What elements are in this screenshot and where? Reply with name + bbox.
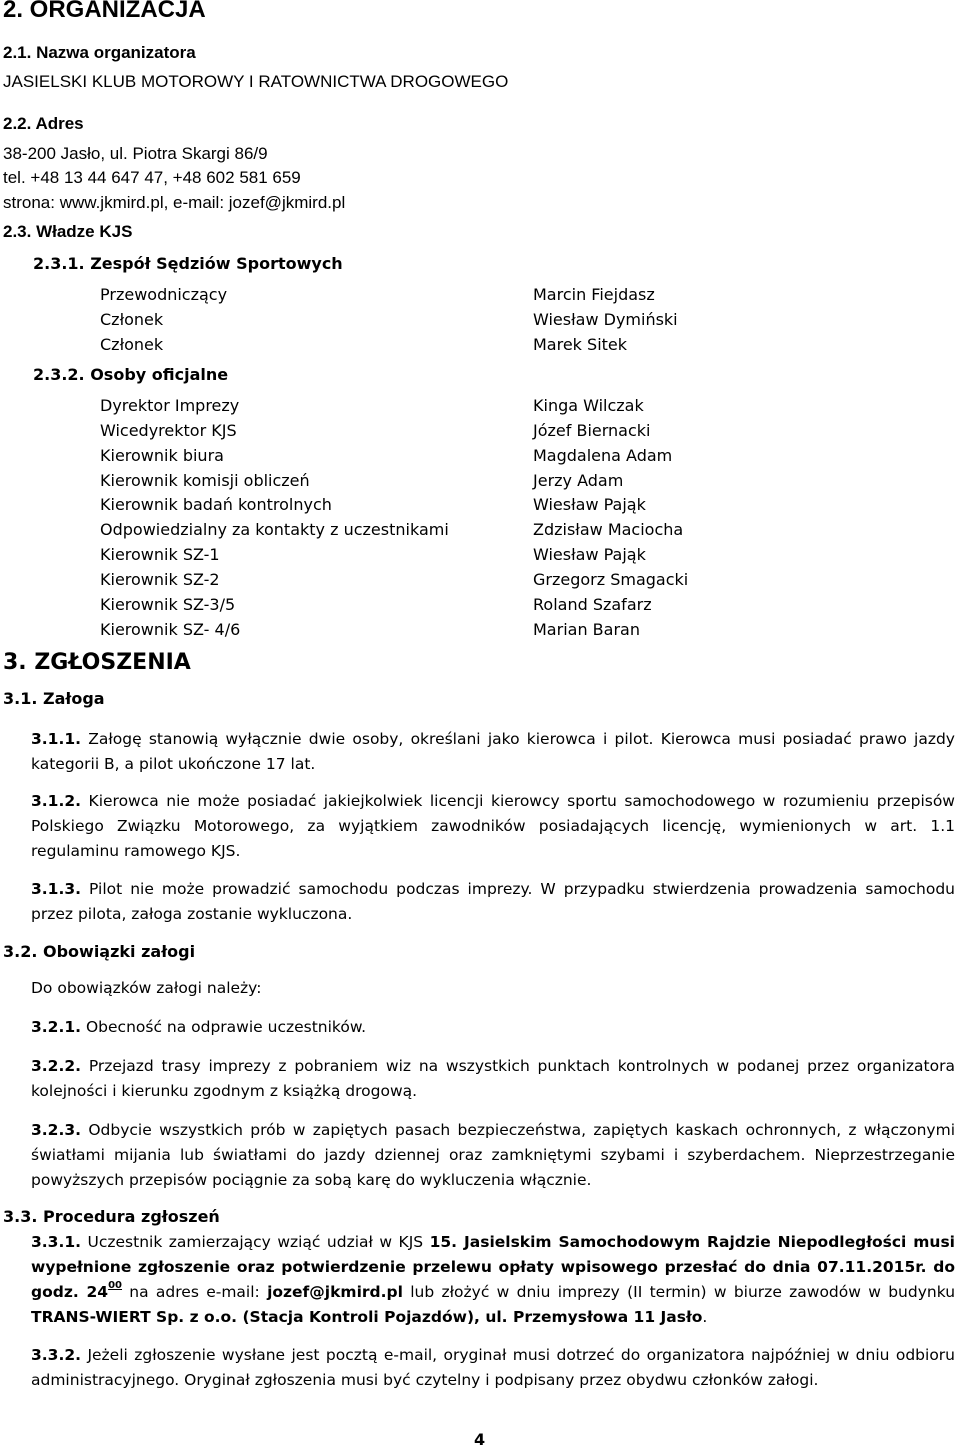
- judge-role: Członek: [100, 310, 164, 329]
- official-role: Dyrektor Imprezy: [100, 396, 240, 415]
- official-role: Wicedyrektor KJS: [100, 421, 237, 440]
- official-name: Jerzy Adam: [533, 471, 624, 490]
- paragraph-3-1-1: [31, 727, 955, 777]
- paragraph-3-1-3: [31, 877, 955, 927]
- judge-role: Przewodniczący: [100, 285, 228, 304]
- official-role: Kierownik SZ-1: [100, 545, 220, 564]
- paragraph-3-3-2: [31, 1343, 955, 1393]
- paragraph-number: 3.1.2.: [31, 792, 82, 810]
- official-name: Roland Szafarz: [533, 595, 652, 614]
- heading-3-1: 3.1. Załoga: [3, 689, 105, 708]
- paragraph-3-2-3: [31, 1118, 955, 1193]
- paragraph-text: Uczestnik zamierzający wziąć udział w KJS: [87, 1233, 430, 1251]
- official-role: Kierownik komisji obliczeń: [100, 471, 310, 490]
- office-location: TRANS-WIERT Sp. z o.o. (Stacja Kontroli Pojazdów), ul. Przemysłowa 11 Jasło: [31, 1308, 703, 1326]
- paragraph-text: Obecność na odprawie uczestników.: [85, 1018, 367, 1036]
- heading-2-2: 2.2. Adres: [3, 114, 84, 133]
- official-name: Marian Baran: [533, 620, 640, 639]
- section-2-heading: 2. ORGANIZACJA: [3, 0, 206, 23]
- official-role: Odpowiedzialny za kontakty z uczestnikami: [100, 520, 449, 539]
- paragraph-text: Załogę stanowią wyłącznie dwie osoby, określani jako kierowca i pilot. Kierowca musi posiadać prawo jazdy kategorii B, a pilot ukończone 17 lat.: [31, 730, 955, 773]
- paragraph-text: Kierowca nie może posiadać jakiejkolwiek licencji kierowcy sportu samochodowego w rozumieniu przepisów Polskiego Związku Motorowego, za wyjątkiem zawodników posiadających licencję, wymienionych w art. 1.1 regulaminu ramowego KJS.: [31, 792, 955, 860]
- website-email-line: strona: www.jkmird.pl, e-mail: jozef@jkmird.pl: [3, 193, 346, 212]
- official-name: Kinga Wilczak: [533, 396, 644, 415]
- heading-2-3-1: 2.3.1. Zespół Sędziów Sportowych: [33, 254, 343, 273]
- judge-name: Wiesław Dymiński: [533, 310, 678, 329]
- official-name: Józef Biernacki: [533, 421, 651, 440]
- hour-superscript: 00: [108, 1280, 123, 1291]
- paragraph-3-3-1: [31, 1230, 955, 1330]
- section-3-heading: 3. ZGŁOSZENIA: [3, 650, 191, 675]
- phone-line: tel. +48 13 44 647 47, +48 602 581 659: [3, 168, 301, 187]
- paragraph-number: 3.1.1.: [31, 730, 82, 748]
- paragraph-text: .: [702, 1308, 708, 1326]
- event-name-deadline: 15. Jasielskim Samochodowym Rajdzie Niepodległości musi wypełnione zgłoszenie oraz potwierdzenie przelewu opłaty wpisowego przesłać do dnia 07.11.2015r. do godz. 24: [31, 1233, 955, 1301]
- contact-email: jozef@jkmird.pl: [267, 1283, 403, 1301]
- paragraph-number: 3.2.1.: [31, 1018, 82, 1036]
- duties-intro: Do obowiązków załogi należy:: [31, 979, 262, 997]
- official-name: Zdzisław Maciocha: [533, 520, 684, 539]
- judge-name: Marek Sitek: [533, 335, 628, 354]
- organizer-name: JASIELSKI KLUB MOTOROWY I RATOWNICTWA DROGOWEGO: [3, 72, 509, 91]
- official-role: Kierownik SZ-2: [100, 570, 220, 589]
- judge-role: Członek: [100, 335, 164, 354]
- paragraph-number: 3.1.3.: [31, 880, 82, 898]
- heading-3-2: 3.2. Obowiązki załogi: [3, 942, 196, 961]
- heading-2-3: 2.3. Władze KJS: [3, 222, 133, 241]
- paragraph-number: 3.3.1.: [31, 1233, 82, 1251]
- paragraph-3-1-2: [31, 789, 955, 864]
- paragraph-text: Jeżeli zgłoszenie wysłane jest pocztą e-mail, oryginał musi dotrzeć do organizatora najpóźniej w dniu odbioru administracyjnego. Oryginał zgłoszenia musi być czytelny i podpisany przez obydwu członków załogi.: [31, 1346, 955, 1389]
- paragraph-text: Przejazd trasy imprezy z pobraniem wiz na wszystkich punktach kontrolnych w podanej przez organizatora kolejności i kierunku zgodnym z książką drogową.: [31, 1057, 955, 1100]
- paragraph-text: Pilot nie może prowadzić samochodu podczas imprezy. W przypadku stwierdzenia prowadzenia samochodu przez pilota, załoga zostanie wykluczona.: [31, 880, 955, 923]
- address-line: 38-200 Jasło, ul. Piotra Skargi 86/9: [3, 144, 268, 163]
- paragraph-number: 3.2.2.: [31, 1057, 82, 1075]
- official-role: Kierownik badań kontrolnych: [100, 495, 332, 514]
- heading-2-1: 2.1. Nazwa organizatora: [3, 43, 196, 62]
- paragraph-text: Odbycie wszystkich prób w zapiętych pasach bezpieczeństwa, zapiętych kaskach ochronnych, z włączonymi światłami mijania lub światłami do jazdy dziennej oraz zamkniętymi szybami i szyberdachem. Nieprzestrzeganie powyższych przepisów pociągnie za sobą karę do wykluczenia włącznie.: [31, 1121, 956, 1189]
- official-name: Wiesław Pająk: [533, 545, 646, 564]
- paragraph-text: na adres e-mail:: [122, 1283, 268, 1301]
- heading-2-3-2: 2.3.2. Osoby oficjalne: [33, 365, 229, 384]
- official-name: Magdalena Adam: [533, 446, 673, 465]
- paragraph-3-2-2: [31, 1054, 955, 1104]
- paragraph-text: lub złożyć w dniu imprezy (II termin) w biurze zawodów w budynku: [402, 1283, 956, 1301]
- official-role: Kierownik biura: [100, 446, 224, 465]
- paragraph-number: 3.2.3.: [31, 1121, 82, 1139]
- paragraph-number: 3.3.2.: [31, 1346, 82, 1364]
- judge-name: Marcin Fiejdasz: [533, 285, 655, 304]
- official-role: Kierownik SZ-3/5: [100, 595, 236, 614]
- official-role: Kierownik SZ- 4/6: [100, 620, 241, 639]
- page-number: 4: [474, 1430, 486, 1449]
- heading-3-3: 3.3. Procedura zgłoszeń: [3, 1207, 220, 1226]
- official-name: Grzegorz Smagacki: [533, 570, 689, 589]
- paragraph-3-2-1: [31, 1015, 955, 1040]
- official-name: Wiesław Pająk: [533, 495, 646, 514]
